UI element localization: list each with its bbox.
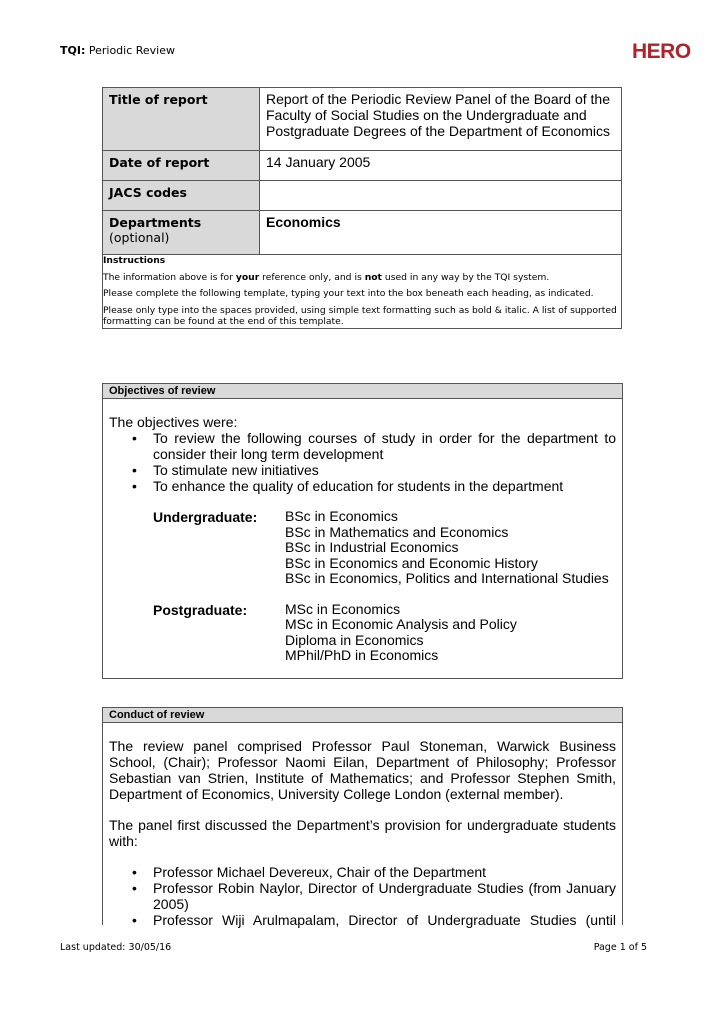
title-label: Title of report <box>109 92 208 107</box>
date-value: 14 January 2005 <box>260 151 622 181</box>
title-label-cell <box>103 88 260 151</box>
conduct-section <box>102 707 623 928</box>
instructions-box <box>103 255 622 329</box>
departments-label-cell <box>103 211 260 255</box>
departments-value: Economics <box>260 211 622 255</box>
list-item: • To enhance the quality of education for students in the department <box>109 478 616 494</box>
postgraduate-label: Postgraduate: <box>153 601 248 618</box>
instructions-line-3: Please only type into the spaces provided, using simple text formatting such as bold & italic. A list of supported formatting can be found at the end of this template. <box>103 304 617 327</box>
list-item: BSc in Mathematics and Economics <box>285 523 509 540</box>
header-title: Periodic Review <box>88 44 176 57</box>
conduct-paragraph-2: The panel first discussed the Department’s provision for undergraduate students with: <box>109 817 616 849</box>
list-item: MPhil/PhD in Economics <box>285 647 439 663</box>
list-item: • Professor Michael Devereux, Chair of the Department <box>109 864 616 880</box>
list-item: • To stimulate new initiatives <box>109 462 616 478</box>
title-value: Report of the Periodic Review Panel of the Board of the Faculty of Social Studies on the Undergraduate and Postgraduate Degrees of the Department of Economics <box>260 88 622 151</box>
report-info-table <box>102 87 622 329</box>
objectives-list <box>109 430 616 494</box>
page-number: Page 1 of 5 <box>593 942 647 953</box>
list-item: BSc in Economics and Economic History <box>285 554 538 571</box>
list-item: • To review the following courses of study in order for the department to consider their long term development <box>109 430 616 462</box>
departments-label: Departments <box>109 215 202 230</box>
postgraduate-degrees <box>153 602 616 664</box>
undergraduate-label: Undergraduate: <box>153 509 258 525</box>
list-item: • Professor Robin Naylor, Director of Undergraduate Studies (from January 2005) <box>109 880 616 912</box>
undergraduate-degrees <box>153 509 616 587</box>
conduct-paragraph-1: The review panel comprised Professor Paul Stoneman, Warwick Business School, (Chair); Professor Naomi Eilan, Department of Philosophy; Professor Sebastian van Strien, Institute of Mathematics; and Professor Stephen Smith, Department of Economics, University College London (external member). <box>109 738 616 802</box>
page-header <box>60 44 175 57</box>
list-item: • Professor Wiji Arulmapalam, Director of Undergraduate Studies (until <box>109 912 616 928</box>
instructions-line-1: The information above is for your reference only, and is not used in any way by the TQI system. <box>103 271 550 283</box>
jacs-label: JACS codes <box>109 185 187 200</box>
conduct-list <box>109 864 616 928</box>
jacs-value <box>260 181 622 211</box>
conduct-heading: Conduct of review <box>103 708 622 723</box>
list-item: Diploma in Economics <box>285 631 424 648</box>
list-item: BSc in Economics, Politics and International Studies <box>285 570 609 586</box>
jacs-label-cell <box>103 181 260 211</box>
objectives-section <box>102 383 623 679</box>
list-item: MSc in Economic Analysis and Policy <box>285 616 517 632</box>
last-updated: Last updated: 30/05/16 <box>60 942 172 953</box>
list-item: MSc in Economics <box>285 600 401 617</box>
objectives-heading: Objectives of review <box>103 384 622 399</box>
list-item: BSc in Economics <box>285 508 398 524</box>
instructions-heading: Instructions <box>103 255 166 266</box>
hero-logo: HERO <box>632 40 691 63</box>
header-label: TQI: <box>60 44 86 57</box>
instructions-line-2: Please complete the following template, typing your text into the box beneath each heading, as indicated. <box>103 288 594 299</box>
optional-note: (optional) <box>109 230 170 245</box>
objectives-intro: The objectives were: <box>109 414 238 430</box>
date-label: Date of report <box>109 155 210 170</box>
date-label-cell <box>103 151 260 181</box>
list-item: BSc in Industrial Economics <box>285 539 459 555</box>
